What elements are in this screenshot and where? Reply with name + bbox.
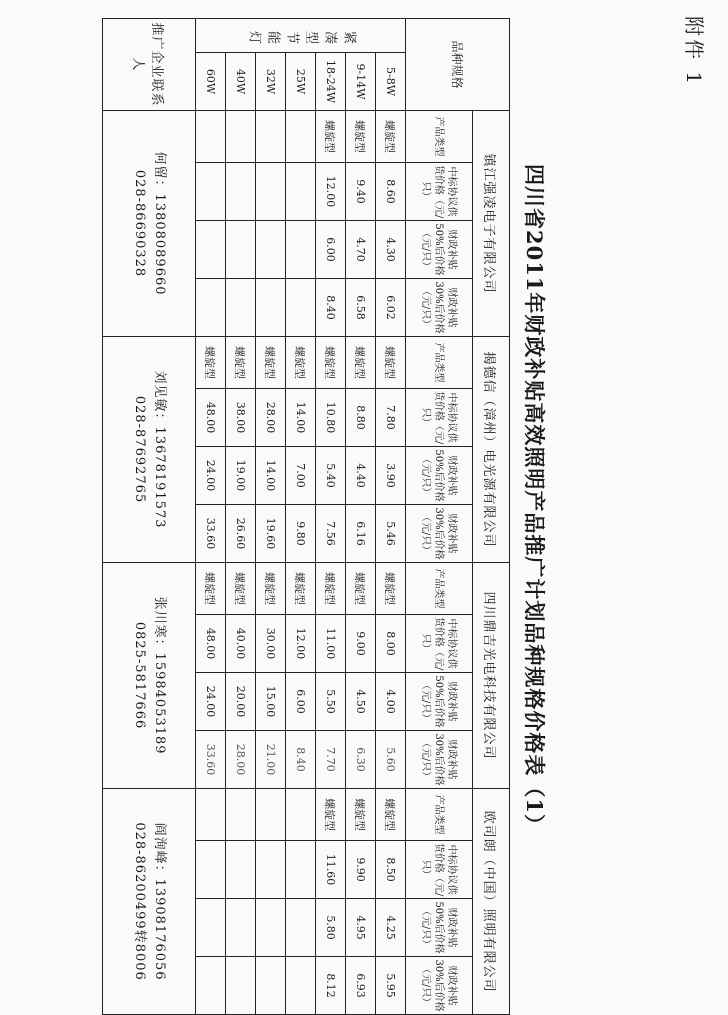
- price-cell: [256, 163, 286, 221]
- price-cell: 8.40: [316, 279, 346, 337]
- page-title: 四川省2011年财政补贴高效照明产品推广计划品种规格价格表（1）: [522, 163, 547, 837]
- table-row: [286, 19, 316, 1015]
- price-cell: [226, 841, 256, 899]
- price-cell: 9.40: [346, 163, 376, 221]
- product-type-cell: [226, 111, 256, 163]
- price-cell: [226, 957, 256, 1015]
- price-cell: [226, 899, 256, 957]
- column-header-subsidy-50: 财政补贴50%后价格（元/只）: [406, 447, 473, 505]
- product-type-cell: [196, 789, 226, 841]
- column-header-subsidy-30: 财政补贴30%后价格（元/只）: [406, 505, 473, 563]
- price-cell: [256, 279, 286, 337]
- price-cell: 6.16: [346, 505, 376, 563]
- price-cell: 7.56: [316, 505, 346, 563]
- product-type-cell: [196, 111, 226, 163]
- price-cell: [226, 163, 256, 221]
- table-row: [316, 19, 346, 1015]
- contact-cell: [103, 789, 196, 1015]
- price-cell: [256, 899, 286, 957]
- table-row: [376, 19, 406, 1015]
- price-cell: 40.00: [226, 615, 256, 673]
- price-cell: 28.00: [256, 389, 286, 447]
- price-cell: 3.90: [376, 447, 406, 505]
- price-cell: 30.00: [256, 615, 286, 673]
- price-cell: 7.80: [376, 389, 406, 447]
- product-type-cell: 螺旋型: [346, 111, 376, 163]
- column-header-subsidy-30: 财政补贴30%后价格（元/只）: [406, 279, 473, 337]
- product-type-cell: 螺旋型: [376, 789, 406, 841]
- price-cell: [286, 279, 316, 337]
- product-type-cell: 螺旋型: [196, 563, 226, 615]
- contact-name: 阎洵峰：13908176056: [152, 822, 167, 981]
- contact-label: 推广企业联系人: [103, 19, 196, 111]
- product-type-cell: 螺旋型: [376, 111, 406, 163]
- price-cell: [256, 221, 286, 279]
- price-cell: [286, 841, 316, 899]
- price-cell: 9.90: [346, 841, 376, 899]
- price-cell: 5.46: [376, 505, 406, 563]
- price-cell: 4.30: [376, 221, 406, 279]
- price-cell: 4.40: [346, 447, 376, 505]
- product-type-cell: 螺旋型: [346, 337, 376, 389]
- contact-name: 何留：13808089660: [152, 151, 167, 296]
- price-cell: 5.95: [376, 957, 406, 1015]
- contact-cell: [103, 111, 196, 337]
- spec-cell: 60W: [196, 53, 226, 111]
- price-cell: 11.60: [316, 841, 346, 899]
- product-type-cell: 螺旋型: [226, 563, 256, 615]
- column-header-product-type: 产品类型: [406, 111, 473, 163]
- table-body: [196, 19, 406, 1015]
- company-header: 欧司朗（中国）照明有限公司: [473, 789, 510, 1015]
- contact-name: 刘见敏：13678191573: [152, 370, 167, 529]
- column-header-row: [406, 19, 473, 1015]
- price-cell: 10.80: [316, 389, 346, 447]
- product-type-cell: 螺旋型: [286, 337, 316, 389]
- price-cell: 19.00: [226, 447, 256, 505]
- price-cell: 12.00: [316, 163, 346, 221]
- column-header-product-type: 产品类型: [406, 789, 473, 841]
- price-cell: 19.60: [256, 505, 286, 563]
- price-cell: 7.70: [316, 731, 346, 789]
- spec-cell: 5-8W: [376, 53, 406, 111]
- product-type-cell: 螺旋型: [346, 789, 376, 841]
- price-cell: 5.60: [376, 731, 406, 789]
- company-header: 镇江强凌电子有限公司: [473, 111, 510, 337]
- price-cell: [286, 221, 316, 279]
- product-type-cell: 螺旋型: [316, 111, 346, 163]
- corner-header: 品种规格: [406, 19, 510, 111]
- lamp-type-label: 紧凑型节能灯: [196, 19, 406, 53]
- price-cell: 8.12: [316, 957, 346, 1015]
- price-cell: [196, 957, 226, 1015]
- price-cell: [286, 899, 316, 957]
- price-cell: 6.00: [316, 221, 346, 279]
- spec-cell: 18-24W: [316, 53, 346, 111]
- price-cell: 6.58: [346, 279, 376, 337]
- price-cell: 4.95: [346, 899, 376, 957]
- price-cell: 6.93: [346, 957, 376, 1015]
- price-cell: 6.30: [346, 731, 376, 789]
- price-cell: 24.00: [196, 673, 226, 731]
- column-header-subsidy-50: 财政补贴50%后价格（元/只）: [406, 899, 473, 957]
- price-cell: 8.00: [376, 615, 406, 673]
- price-cell: [196, 163, 226, 221]
- product-type-cell: 螺旋型: [376, 337, 406, 389]
- price-cell: 24.00: [196, 447, 226, 505]
- price-cell: 4.00: [376, 673, 406, 731]
- spec-cell: 9-14W: [346, 53, 376, 111]
- column-header-subsidy-30: 财政补贴30%后价格（元/只）: [406, 957, 473, 1015]
- contact-name: 张川寒：15984053189: [152, 596, 167, 755]
- price-cell: [196, 221, 226, 279]
- contact-cell: [103, 563, 196, 789]
- price-cell: 6.00: [286, 673, 316, 731]
- price-cell: 4.70: [346, 221, 376, 279]
- column-header-product-type: 产品类型: [406, 563, 473, 615]
- spec-cell: 25W: [286, 53, 316, 111]
- table-row: [226, 19, 256, 1015]
- contact-phone: 028-86690328: [132, 169, 147, 278]
- company-header: 四川鼎吉光电科技有限公司: [473, 563, 510, 789]
- price-cell: 8.50: [376, 841, 406, 899]
- price-cell: 9.00: [346, 615, 376, 673]
- contact-phone: 028-87692765: [132, 395, 147, 504]
- price-cell: 26.60: [226, 505, 256, 563]
- price-cell: 12.00: [286, 615, 316, 673]
- contact-phone: 028-86200499转8006: [132, 822, 147, 981]
- price-cell: [196, 279, 226, 337]
- spec-cell: 32W: [256, 53, 286, 111]
- table-row: [346, 19, 376, 1015]
- price-cell: 15.00: [256, 673, 286, 731]
- product-type-cell: [256, 111, 286, 163]
- price-cell: [286, 163, 316, 221]
- price-cell: [256, 957, 286, 1015]
- column-header-subsidy-30: 财政补贴30%后价格（元/只）: [406, 731, 473, 789]
- table-row: [256, 19, 286, 1015]
- product-type-cell: 螺旋型: [346, 563, 376, 615]
- product-type-cell: 螺旋型: [376, 563, 406, 615]
- price-cell: 14.00: [256, 447, 286, 505]
- product-type-cell: [286, 789, 316, 841]
- contact-phone: 0825-5817666: [132, 621, 147, 730]
- column-header-subsidy-50: 财政补贴50%后价格（元/只）: [406, 673, 473, 731]
- company-header: 揭德信（漳州）电光源有限公司: [473, 337, 510, 563]
- contact-cell: [103, 337, 196, 563]
- spec-cell: 40W: [226, 53, 256, 111]
- product-type-cell: [226, 789, 256, 841]
- column-header-bid-price: 中标协议供货价格（元/只）: [406, 389, 473, 447]
- price-cell: [226, 221, 256, 279]
- price-cell: 14.00: [286, 389, 316, 447]
- price-cell: 21.00: [256, 731, 286, 789]
- price-cell: 11.00: [316, 615, 346, 673]
- product-type-cell: [286, 111, 316, 163]
- price-cell: 8.80: [346, 389, 376, 447]
- product-type-cell: 螺旋型: [226, 337, 256, 389]
- contact-row: [103, 19, 196, 1015]
- price-cell: 8.40: [286, 731, 316, 789]
- price-cell: 20.00: [226, 673, 256, 731]
- price-cell: 9.80: [286, 505, 316, 563]
- product-type-cell: 螺旋型: [256, 563, 286, 615]
- price-cell: [286, 957, 316, 1015]
- price-cell: [196, 841, 226, 899]
- column-header-bid-price: 中标协议供货价格（元/只）: [406, 841, 473, 899]
- price-cell: 4.50: [346, 673, 376, 731]
- product-type-cell: 螺旋型: [316, 337, 346, 389]
- product-type-cell: 螺旋型: [316, 563, 346, 615]
- price-cell: 48.00: [196, 389, 226, 447]
- column-header-subsidy-50: 财政补贴50%后价格（元/只）: [406, 221, 473, 279]
- price-cell: 38.00: [226, 389, 256, 447]
- product-type-cell: 螺旋型: [316, 789, 346, 841]
- price-cell: 33.60: [196, 731, 226, 789]
- price-cell: 5.80: [316, 899, 346, 957]
- product-type-cell: 螺旋型: [196, 337, 226, 389]
- price-cell: 5.40: [316, 447, 346, 505]
- product-type-cell: 螺旋型: [286, 563, 316, 615]
- attachment-label: 附件 1: [682, 16, 706, 88]
- column-header-product-type: 产品类型: [406, 337, 473, 389]
- price-cell: [256, 841, 286, 899]
- price-cell: 8.60: [376, 163, 406, 221]
- price-cell: 48.00: [196, 615, 226, 673]
- column-header-bid-price: 中标协议供货价格（元/只）: [406, 615, 473, 673]
- price-cell: 4.25: [376, 899, 406, 957]
- product-type-cell: 螺旋型: [256, 337, 286, 389]
- price-cell: [196, 899, 226, 957]
- column-header-bid-price: 中标协议供货价格（元/只）: [406, 163, 473, 221]
- price-cell: 33.60: [196, 505, 226, 563]
- table-row: [196, 19, 226, 1015]
- price-cell: 28.00: [226, 731, 256, 789]
- price-table: [102, 18, 510, 1015]
- price-cell: [226, 279, 256, 337]
- product-type-cell: [256, 789, 286, 841]
- price-cell: 6.02: [376, 279, 406, 337]
- price-cell: 7.00: [286, 447, 316, 505]
- price-cell: 5.50: [316, 673, 346, 731]
